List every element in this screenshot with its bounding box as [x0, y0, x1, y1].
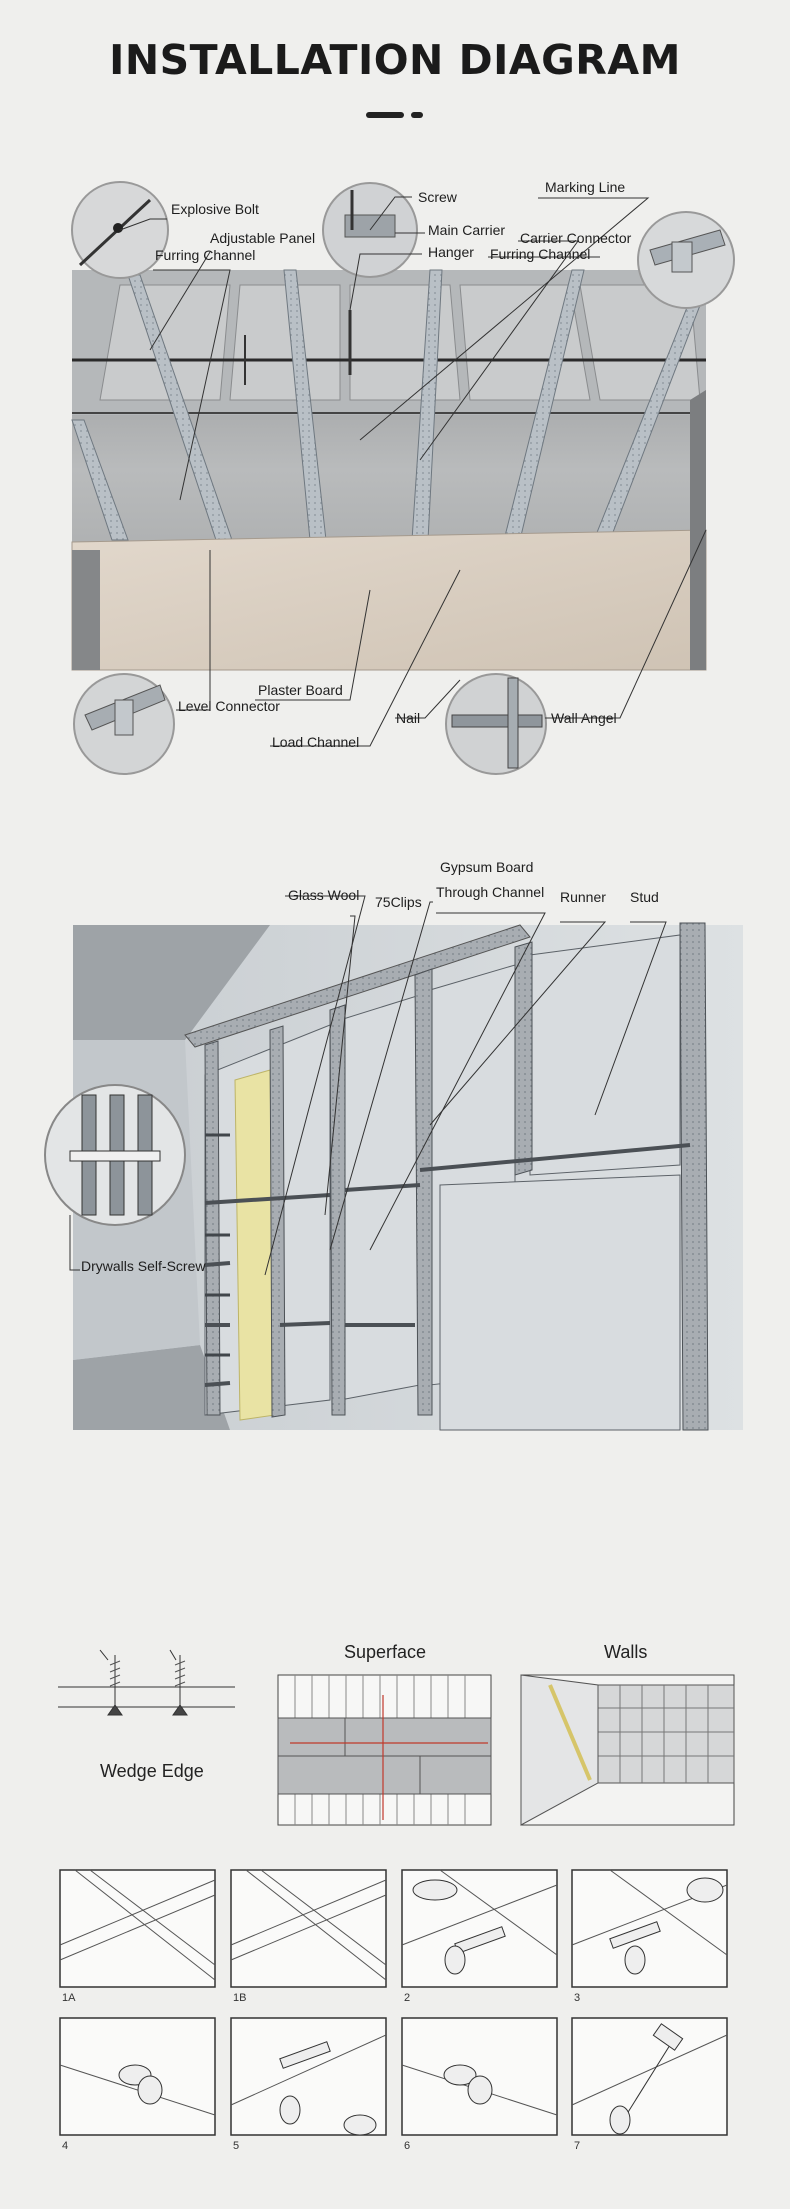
title-underline-long — [366, 112, 404, 118]
label-superface: Superface — [344, 1642, 427, 1662]
label-through-channel: Through Channel — [436, 884, 545, 900]
label-hanger: Hanger — [428, 244, 474, 260]
detail-circle-level-connector — [74, 674, 174, 774]
wall-diagram — [0, 855, 790, 1575]
label-runner: Runner — [560, 889, 606, 905]
step-label-2: 2 — [404, 1992, 411, 2004]
label-explosive-bolt: Explosive Bolt — [171, 201, 259, 217]
label-glass-wool: Glass Wool — [288, 887, 360, 903]
detail-circle-carrier-connector — [638, 212, 734, 308]
edge-section — [0, 1630, 790, 1830]
label-stud: Stud — [630, 889, 659, 905]
detail-circle-self-screw — [45, 1085, 185, 1225]
ceiling-diagram — [0, 170, 790, 780]
label-drywalls-self-screw: Drywalls Self-Screw — [81, 1258, 206, 1274]
detail-circle-wall-angel — [446, 674, 546, 774]
step-frame-1b — [231, 1870, 386, 1987]
label-nail: Nail — [396, 710, 421, 726]
step-label-1b: 1B — [233, 1992, 247, 2004]
step-frame-7 — [572, 2018, 727, 2135]
label-wedge-edge: Wedge Edge — [100, 1761, 204, 1781]
step-label-6: 6 — [404, 2140, 411, 2152]
label-75clips: 75Clips — [375, 894, 422, 910]
label-screw: Screw — [418, 189, 457, 205]
title-underline-dot — [411, 112, 423, 118]
label-carrier-connector: Carrier Connector — [520, 230, 632, 246]
label-adjustable-panel: Adjustable Panel — [210, 230, 316, 246]
page-title: INSTALLATION DIAGRAM — [109, 36, 681, 84]
step-label-1a: 1A — [62, 1992, 76, 2004]
superface-sketch — [278, 1675, 491, 1825]
step-label-5: 5 — [233, 2140, 240, 2152]
step-frame-1a — [60, 1870, 215, 1987]
label-plaster-board: Plaster Board — [258, 682, 343, 698]
walls-sketch — [521, 1675, 734, 1825]
step-label-7: 7 — [574, 2140, 581, 2152]
label-load-channel: Load Channel — [272, 734, 360, 750]
label-level-connector: Level Connector — [178, 698, 280, 714]
label-gypsum-board: Gypsum Board — [440, 859, 534, 875]
label-main-carrier: Main Carrier — [428, 222, 506, 238]
label-marking-line: Marking Line — [545, 179, 626, 195]
label-walls: Walls — [604, 1642, 648, 1662]
step-label-4: 4 — [62, 2140, 69, 2152]
step-label-3: 3 — [574, 1992, 581, 2004]
label-furring-channel-right: Furring Channel — [490, 246, 591, 262]
steps-grid — [0, 1865, 790, 2195]
wedge-edge-sketch — [58, 1650, 235, 1715]
label-furring-channel-left: Furring Channel — [155, 247, 256, 263]
label-wall-angel: Wall Angel — [551, 710, 617, 726]
